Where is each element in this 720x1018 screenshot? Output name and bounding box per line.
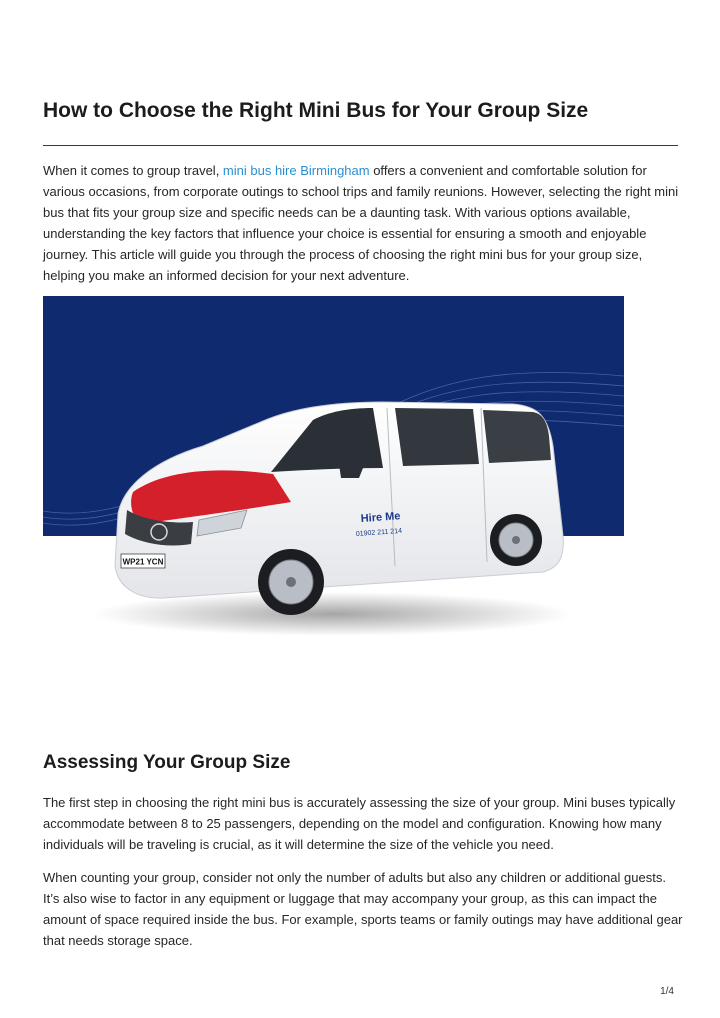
rear-wheel xyxy=(490,514,542,566)
title-divider xyxy=(43,145,678,146)
minibus-hero-image xyxy=(43,296,624,696)
van-sign-title: Hire Me xyxy=(360,510,401,525)
page-number: 1/4 xyxy=(660,986,674,997)
van-mirror xyxy=(339,461,363,478)
plate-text: WP21 YCN xyxy=(122,557,164,567)
section-paragraph-1: The first step in choosing the right mini bus is accurately assessing the size of your group. Mini buses typically accommodate between 8 to 25 passengers, depending on the model and configuration. Knowing how many individuals will be traveling is crucial, as it will determine the size of the vehicle you need. xyxy=(43,795,676,852)
intro-paragraph xyxy=(43,160,683,286)
van-window-rear xyxy=(483,410,551,463)
van-shadow xyxy=(93,592,573,636)
section-paragraph-2: When counting your group, consider not only the number of adults but also any children or additional guests. It’s also wise to factor in any equipment or luggage that may accompany your group, as this can impact the amount of space required inside the bus. For example, sports teams or family outings may have additional gear that needs storage space. xyxy=(43,870,683,948)
front-wheel xyxy=(258,549,324,615)
section-heading: Assessing Your Group Size xyxy=(43,752,291,773)
intro-text-end: offers a convenient and comfortable solution for various occasions, from corporate outings to school trips and family reunions. However, selecting the right mini bus that fits your group size and specific needs can be a daunting task. With various options available, understanding the key factors that influence your choice is essential for ensuring a smooth and enjoyable journey. This article will guide you through the process of choosing the right mini bus for your group size, helping you make an informed decision for your next adventure. xyxy=(43,163,679,283)
intro-text-start: When it comes to group travel, xyxy=(43,163,223,178)
van-window-front xyxy=(395,408,479,466)
van-sign-phone: 01902 211 214 xyxy=(355,527,403,538)
mini-bus-hire-link[interactable]: mini bus hire Birmingham xyxy=(222,163,370,178)
page-title: How to Choose the Right Mini Bus for Your Group Size xyxy=(43,99,589,122)
